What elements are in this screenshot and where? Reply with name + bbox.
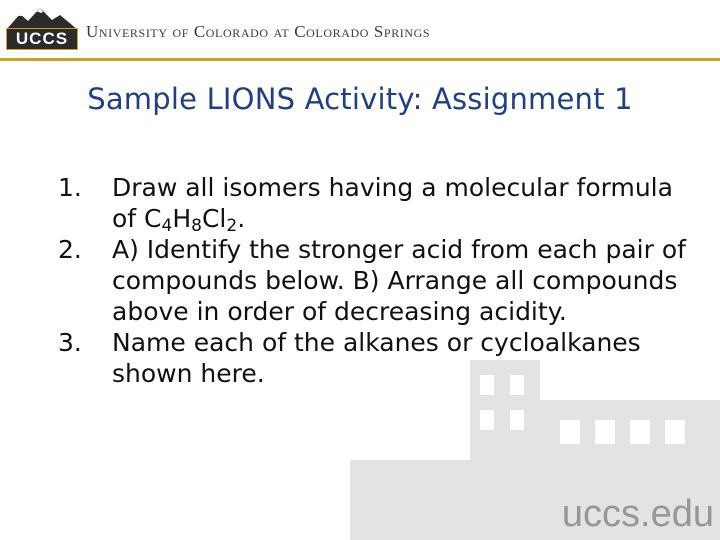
uccs-logo	[6, 6, 78, 50]
header	[0, 0, 720, 58]
item-text: Name each of the alkanes or cycloalkanes shown here.	[112, 328, 641, 388]
mountain-icon	[6, 6, 78, 30]
assignment-list	[58, 172, 698, 389]
list-item	[58, 327, 698, 389]
footer-url: uccs.edu	[561, 493, 714, 535]
item-text: Draw all isomers having a molecular formula of $C_4H_8Cl_2$.	[112, 173, 673, 236]
logo-text: UCCS	[15, 29, 69, 48]
list-item	[58, 172, 698, 234]
item-text: A) Identify the stronger acid from each pair of compounds below. B) Arrange all compounds above in order of decreasing acidity.	[112, 235, 686, 326]
item-number: 1.	[58, 173, 82, 202]
item-number: 3.	[58, 328, 82, 357]
list-item	[58, 234, 698, 327]
item-number: 2.	[58, 235, 82, 264]
header-divider	[0, 58, 720, 61]
university-name: University of Colorado at Colorado Springs	[86, 22, 431, 41]
slide-title: Sample LIONS Activity: Assignment 1	[87, 82, 633, 116]
